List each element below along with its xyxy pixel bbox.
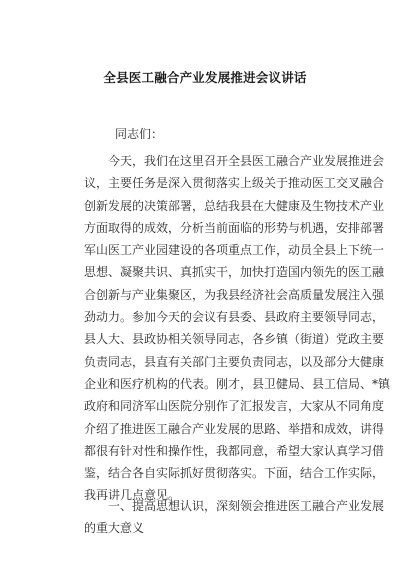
body-line: 都很有针对性和操作性，我都同意，希望大家认真学习借 bbox=[84, 443, 385, 458]
document-title: 全县医工融合产业发展推进会议讲话 bbox=[103, 70, 307, 85]
body-line: 今天，我们在这里召开全县医工融合产业发展推进会 bbox=[108, 154, 385, 168]
body-line: 政府和同济军山医院分别作了汇报发言，大家从不同角度 bbox=[84, 399, 385, 414]
body-line: 鉴，结合各自实际抓好贯彻落实。下面，结合工作实际， bbox=[84, 466, 385, 481]
body-line: 负责同志，县直有关部门主要负责同志，以及部分大健康 bbox=[84, 354, 385, 369]
body-line: 创新发展的决策部署，总结我县在大健康及生物技术产业 bbox=[84, 198, 385, 213]
section-heading-line: 的重大意义 bbox=[84, 521, 145, 536]
section-heading-line: 一、提高思想认识，深刻领会推进医工融合产业发展 bbox=[108, 499, 385, 513]
section-heading bbox=[84, 495, 385, 540]
body-line: 企业和医疗机构的代表。刚才，县卫健局、县工信局、*镇 bbox=[84, 376, 391, 391]
body-line: 劲动力。参加今天的会议有县委、县政府主要领导同志， bbox=[84, 310, 385, 325]
body-line: 我再讲几点意见。 bbox=[84, 488, 181, 503]
body-line: 介绍了推进医工融合产业发展的思路、举措和成效，讲得 bbox=[84, 421, 385, 436]
body-line: 思想、凝聚共识、真抓实干，加快打造国内领先的医工融 bbox=[84, 265, 385, 280]
body-line: 县人大、县政协相关领导同志，各乡镇（街道）党政主要 bbox=[84, 332, 385, 347]
greeting: 同志们： bbox=[115, 127, 164, 141]
body-line: 军山医工产业园建设的各项重点工作，动员全县上下统一 bbox=[84, 243, 385, 258]
body-line: 方面取得的成效，分析当前面临的形势与机遇，安排部署 bbox=[84, 220, 385, 235]
body-line: 议，主要任务是深入贯彻落实上级关于推动医工交叉融合 bbox=[84, 176, 385, 191]
body-line: 合创新与产业集聚区，为我县经济社会高质量发展注入强 bbox=[84, 287, 385, 302]
